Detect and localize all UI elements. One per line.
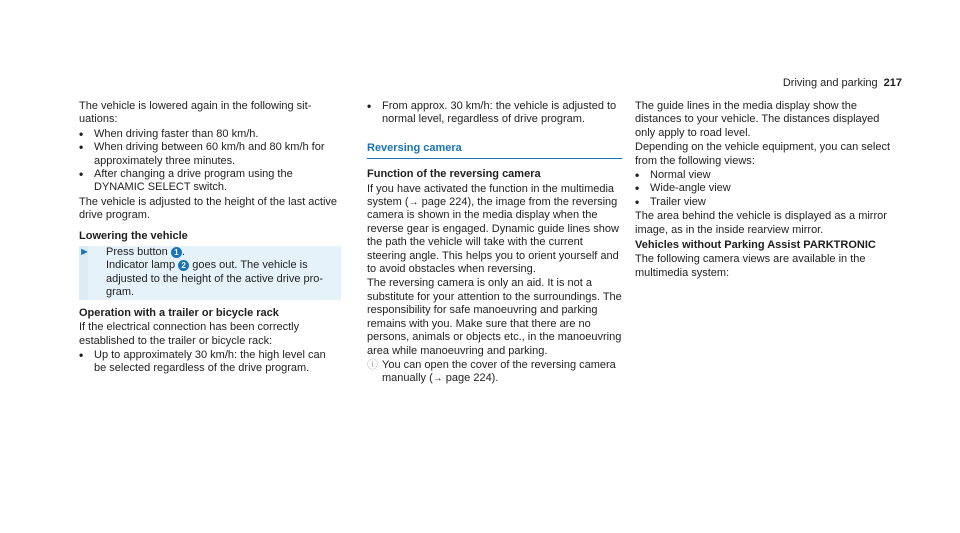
views-list bbox=[635, 169, 897, 209]
note bbox=[367, 359, 622, 386]
info-icon: ⓘ bbox=[367, 358, 378, 371]
step-text: Indicator lamp bbox=[106, 259, 179, 272]
lowering-conditions-list bbox=[79, 128, 341, 195]
column-right bbox=[635, 100, 897, 281]
step-arrow-icon: ► bbox=[79, 246, 90, 259]
note-text: . bbox=[495, 372, 499, 385]
step-text: Press button bbox=[106, 246, 171, 259]
list-item: • Normal view bbox=[635, 169, 897, 182]
list-item: • Up to approximately 30 km/h: the high level can be selected regardless of the drive program. bbox=[79, 349, 341, 376]
function-heading: Function of the reversing camera bbox=[367, 168, 541, 181]
trailer-list-continued bbox=[367, 100, 622, 127]
list-item: • From approx. 30 km/h: the vehicle is adjusted to normal level, regardless of drive program. bbox=[367, 100, 622, 127]
camera-views-paragraph: The following camera views are available in the multimedia system: bbox=[635, 253, 866, 279]
page-header bbox=[783, 77, 902, 90]
column-left bbox=[79, 100, 341, 377]
step-line-1 bbox=[106, 246, 341, 259]
step-text: goes out. The vehicle is adjusted to the height of the active drive program. bbox=[106, 259, 324, 299]
number-badge-2: 2 bbox=[178, 260, 189, 271]
reference-arrow-icon: → bbox=[408, 197, 419, 209]
list-item: • Trailer view bbox=[635, 196, 897, 209]
paragraph-text: If you have activated the function in the multimedia system ( bbox=[367, 182, 615, 209]
views-intro-paragraph: Depending on the vehicle equipment, you can select from the following views: bbox=[635, 141, 891, 167]
instruction-step bbox=[79, 246, 341, 300]
header-title: Driving and parking bbox=[782, 77, 878, 89]
step-text: . bbox=[181, 246, 185, 259]
column-middle bbox=[367, 100, 622, 386]
page-reference-link[interactable]: page 224) bbox=[442, 372, 496, 385]
list-item: • After changing a drive program using the DYNAMIC SELECT switch. bbox=[79, 168, 341, 195]
list-item: • When driving faster than 80 km/h. bbox=[79, 128, 341, 141]
no-parktronic-heading: Vehicles without Parking Assist PARKTRONIC bbox=[635, 239, 876, 252]
adjusted-text: The vehicle is adjusted to the height of the last active drive program. bbox=[79, 195, 338, 222]
step-line-2 bbox=[106, 259, 341, 299]
intro-text: The vehicle is lowered again in the following situations: bbox=[79, 100, 312, 126]
list-item: • Wide-angle view bbox=[635, 182, 897, 195]
number-badge-1: 1 bbox=[171, 247, 182, 258]
list-item: • When driving between 60 km/h and 80 km/h for approximately three minutes. bbox=[79, 141, 341, 168]
reference-arrow-icon: → bbox=[432, 373, 443, 385]
trailer-list bbox=[79, 349, 341, 376]
guide-lines-paragraph: The guide lines in the media display show the distances to your vehicle. The distances displayed only apply to road level. bbox=[635, 100, 880, 139]
page-reference-link[interactable]: page 224) bbox=[418, 196, 472, 209]
mirror-paragraph: The area behind the vehicle is displayed as a mirror image, as in the inside rearview mirror. bbox=[635, 210, 887, 236]
lowering-heading: Lowering the vehicle bbox=[79, 229, 188, 242]
page-number: 217 bbox=[883, 77, 902, 89]
paragraph-text: , the image from the reversing camera is shown in the media display when the reverse gear is engaged. Dynamic guide lines show the path the vehicle will take with the current steering angle. This helps you to orient yourself and to avoid obstacles when reversing. bbox=[367, 196, 619, 276]
section-title: Reversing camera bbox=[367, 142, 622, 159]
step-body bbox=[88, 246, 341, 300]
trailer-text: If the electrical connection has been correctly established to the trailer or bicycle rack: bbox=[79, 321, 300, 347]
trailer-heading: Operation with a trailer or bicycle rack bbox=[79, 306, 279, 319]
note-text: You can open the cover of the reversing camera manually ( bbox=[382, 358, 616, 385]
aid-paragraph: The reversing camera is only an aid. It is not a substitute for your attention to the surroundings. The responsibility for safe manoeuvring and parking remains with you. Make sure that there are no persons, animals or objects etc., in the manoeuvring area while manoeuvring and parking. bbox=[367, 277, 622, 357]
function-paragraph bbox=[367, 183, 622, 277]
